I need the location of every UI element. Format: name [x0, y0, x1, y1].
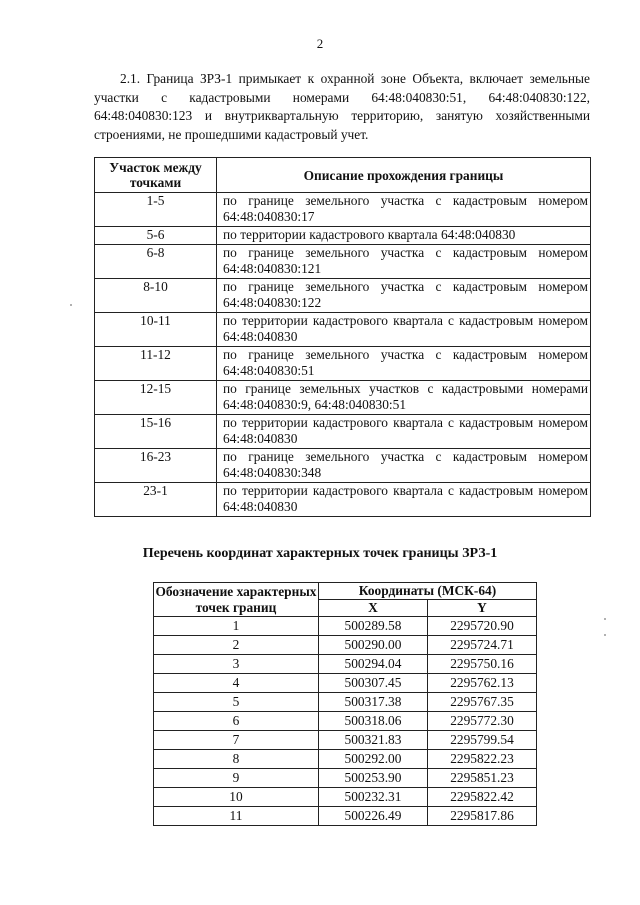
x-cell: 500321.83: [319, 731, 428, 750]
description-cell: по территории кадастрового квартала с кадастровым номером 64:48:040830: [217, 483, 591, 517]
point-cell: 2: [154, 636, 319, 655]
table-row: [154, 693, 537, 712]
description-cell: по границе земельного участка с кадастровым номером 64:48:040830:121: [217, 245, 591, 279]
segment-cell: 10-11: [95, 313, 217, 347]
segment-cell: 11-12: [95, 347, 217, 381]
point-cell: 11: [154, 807, 319, 826]
description-cell: по территории кадастрового квартала с кадастровым номером 64:48:040830: [217, 415, 591, 449]
table-row: [95, 449, 591, 483]
table-row: [95, 245, 591, 279]
y-cell: 2295724.71: [428, 636, 537, 655]
y-cell: 2295767.35: [428, 693, 537, 712]
description-cell: по территории кадастрового квартала с кадастровым номером 64:48:040830: [217, 313, 591, 347]
coordinates-title: Перечень координат характерных точек границы ЗРЗ-1: [142, 546, 498, 561]
point-cell: 1: [154, 617, 319, 636]
segment-cell: 1-5: [95, 193, 217, 227]
point-cell: 3: [154, 655, 319, 674]
table-row: [95, 415, 591, 449]
x-cell: 500294.04: [319, 655, 428, 674]
table-row: [154, 655, 537, 674]
table-row: [154, 712, 537, 731]
table-row: [154, 674, 537, 693]
table-row: [154, 731, 537, 750]
boundary-table: [94, 157, 591, 517]
y-cell: 2295762.13: [428, 674, 537, 693]
table-row: [95, 347, 591, 381]
point-designation-header: Обозначение характерных точек границ: [155, 583, 317, 615]
segment-cell: 23-1: [95, 483, 217, 517]
table-row: [154, 769, 537, 788]
point-cell: 8: [154, 750, 319, 769]
table-row: [154, 617, 537, 636]
x-cell: 500232.31: [319, 788, 428, 807]
table-row: [154, 636, 537, 655]
table-row: [154, 750, 537, 769]
point-cell: 10: [154, 788, 319, 807]
y-header: Y: [428, 600, 537, 617]
x-cell: 500253.90: [319, 769, 428, 788]
segment-cell: 5-6: [95, 227, 217, 245]
intro-paragraph: 2.1. Граница ЗРЗ-1 примыкает к охранной зоне Объекта, включает земельные участки с кадастровыми номерами 64:48:040830:51, 64:48:040830:122, 64:48:040830:123 и внутриквартальную территорию, занятую хозяйственными строениями, не прошедшими кадастровый учет.: [94, 71, 590, 142]
segment-cell: 12-15: [95, 381, 217, 415]
description-cell: по границе земельного участка с кадастровым номером 64:48:040830:122: [217, 279, 591, 313]
scan-speck: [604, 618, 606, 620]
segment-cell: 15-16: [95, 415, 217, 449]
point-cell: 5: [154, 693, 319, 712]
y-cell: 2295851.23: [428, 769, 537, 788]
description-cell: по территории кадастрового квартала 64:48:040830: [217, 227, 591, 245]
y-cell: 2295799.54: [428, 731, 537, 750]
description-cell: по границе земельного участка с кадастровым номером 64:48:040830:348: [217, 449, 591, 483]
scan-speck: [70, 304, 72, 306]
point-cell: 6: [154, 712, 319, 731]
x-cell: 500318.06: [319, 712, 428, 731]
description-cell: по границе земельного участка с кадастровым номером 64:48:040830:51: [217, 347, 591, 381]
table-row: [95, 381, 591, 415]
table-row: [95, 193, 591, 227]
boundary-description-header: Описание прохождения границы: [217, 158, 591, 193]
scan-speck: [604, 634, 606, 636]
boundary-segment-header: Участок между точками: [95, 158, 217, 193]
y-cell: 2295822.23: [428, 750, 537, 769]
x-cell: 500292.00: [319, 750, 428, 769]
point-cell: 4: [154, 674, 319, 693]
y-cell: 2295720.90: [428, 617, 537, 636]
y-cell: 2295750.16: [428, 655, 537, 674]
description-cell: по границе земельного участка с кадастровым номером 64:48:040830:17: [217, 193, 591, 227]
y-cell: 2295772.30: [428, 712, 537, 731]
x-cell: 500226.49: [319, 807, 428, 826]
coordinates-header: Координаты (МСК-64): [319, 583, 537, 600]
table-row: [95, 313, 591, 347]
x-cell: 500317.38: [319, 693, 428, 712]
table-row: [95, 279, 591, 313]
y-cell: 2295822.42: [428, 788, 537, 807]
table-row: [154, 807, 537, 826]
table-row: [154, 788, 537, 807]
table-row: [95, 483, 591, 517]
segment-cell: 8-10: [95, 279, 217, 313]
page-number: 2: [316, 36, 324, 51]
x-cell: 500290.00: [319, 636, 428, 655]
segment-cell: 6-8: [95, 245, 217, 279]
table-row: [95, 227, 591, 245]
y-cell: 2295817.86: [428, 807, 537, 826]
x-cell: 500289.58: [319, 617, 428, 636]
coordinates-table: [153, 582, 537, 826]
description-cell: по границе земельных участков с кадастровыми номерами 64:48:040830:9, 64:48:040830:51: [217, 381, 591, 415]
point-cell: 9: [154, 769, 319, 788]
x-cell: 500307.45: [319, 674, 428, 693]
x-header: X: [319, 600, 428, 617]
segment-cell: 16-23: [95, 449, 217, 483]
point-cell: 7: [154, 731, 319, 750]
